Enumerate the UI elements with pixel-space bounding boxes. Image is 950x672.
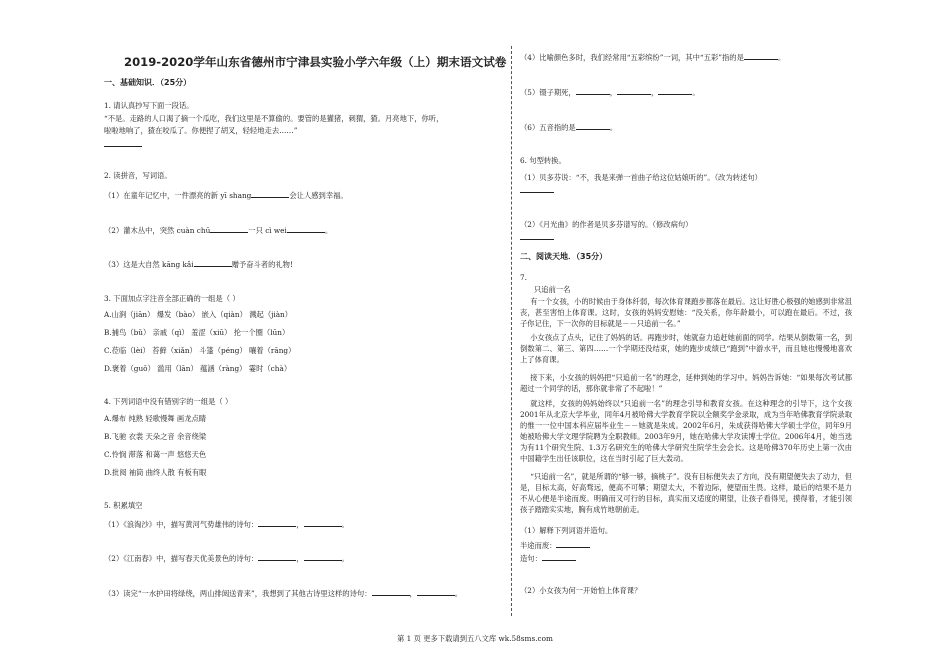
q5-item4: （4）比喻颜色多时，我们经常用“五彩缤纷”一词，其中“五彩”指的是 。 <box>520 53 786 62</box>
q5-item2-text: （2）《江南春》中，描写春天优美景色的诗句： <box>104 554 259 563</box>
q2-item3 <box>104 258 293 270</box>
column-divider <box>511 46 512 616</box>
q7-number: 7. <box>520 273 527 282</box>
q5-blank5[interactable] <box>372 587 410 596</box>
passage-paragraph-1: 有一个女孩，小的时候由于身体纤弱，每次体育课跑步都落在最后。这让好胜心极强的她感到非常沮丧，甚至害怕上体育课。这时，女孩的妈妈安慰她：“没关系，你年龄最小，可以跑在最后。不过，孩子你记住，下一次你的目标就是－－只追前一名。” <box>520 297 852 328</box>
q5-stem: 5. 积累填空 <box>104 501 143 510</box>
q5-blank8[interactable] <box>576 86 610 95</box>
q5-item6-text: （6）五音指的是 <box>520 123 576 132</box>
exam-title: 2019-2020学年山东省德州市宁津县实验小学六年级（上）期末语文试卷 <box>124 55 507 69</box>
passage-paragraph-2: 小女孩点了点头，记住了妈妈的话。再跑步时，她就奋力追赶她前面的同学。结果从倒数第一名，到倒数第二、第三、第四……一个学期还没结束，她的跑步成绩已“跑到”中游水平，而且她也慢慢地喜欢上了体育课。 <box>520 333 852 364</box>
q5-item6: （6）五音指的是 。 <box>520 123 618 132</box>
q5-item4-text: （4）比喻颜色多时，我们经常用“五彩缤纷”一词，其中“五彩”指的是 <box>520 53 744 62</box>
q5-item3-text: （3）读完“一水护田将绿绕，两山排闼送青来”，我想到了其他古诗里这样的诗句： <box>104 589 372 598</box>
passage-heading: 只追前一名 <box>534 285 571 294</box>
q2-item3-tail: 赠予奋斗者的礼物! <box>231 260 293 269</box>
q2-blank4[interactable] <box>194 258 232 267</box>
q7-meaning-blank[interactable] <box>556 539 590 548</box>
q2-item3-text: （3）这是大自然 kāng kǎi <box>104 260 194 269</box>
q7-sub1-meaning <box>520 539 590 551</box>
q4-option-d[interactable]: D.批阅 袖筒 曲终人散 有板有眼 <box>104 468 207 477</box>
q6-answer-line1[interactable] <box>520 192 554 193</box>
q2-stem: 2. 读拼音，写词语。 <box>104 171 172 180</box>
q5-blank10[interactable] <box>658 86 692 95</box>
q5-item2: （2）《江南春》中，描写春天优美景色的诗句： ， 。 <box>104 554 349 563</box>
section-basic-knowledge: 一、基础知识．（25分） <box>104 78 192 87</box>
q2-item2-mid: 一只 cì wei <box>248 226 287 235</box>
q2-blank3[interactable] <box>287 224 325 233</box>
q1-stem: 1. 请认真抄写下面一段话。 <box>104 101 194 110</box>
q5-blank9[interactable] <box>617 86 651 95</box>
q2-item2 <box>104 224 332 236</box>
q5-blank7[interactable] <box>744 51 778 60</box>
q5-blank11[interactable] <box>576 121 610 130</box>
q7-sub1-sentence-label: 造句： <box>520 554 542 563</box>
q5-blank4[interactable] <box>304 552 342 561</box>
q3-option-c[interactable]: C.莅临（lèi） 苔藓（xiǎn） 斗篷（péng） 嚷着（rāng） <box>104 346 296 355</box>
q4-option-c[interactable]: C.怜悯 滞落 和蔼一声 悠悠天色 <box>104 450 207 459</box>
q5-item3: （3）读完“一水护田将绿绕，两山排闼送青来”，我想到了其他古诗里这样的诗句： ， 。 <box>104 589 463 598</box>
q2-item1-tail: 会让人感到幸福。 <box>289 191 348 200</box>
q2-item2-tail: 。 <box>324 226 333 235</box>
q2-blank1[interactable] <box>251 189 289 198</box>
q2-item1 <box>104 189 348 201</box>
q5-item1-text: （1）《浪淘沙》中，描写黄河气势雄伟的诗句： <box>104 520 259 529</box>
q1-line2: 啦啦地响了，猹在咬瓜了。你便捏了胡叉，轻轻地走去……” <box>104 126 298 135</box>
q6-stem: 6. 句型转换。 <box>520 156 566 165</box>
q2-blank2[interactable] <box>210 224 248 233</box>
q2-item2-text: （2）灌木丛中，突然 cuàn chū <box>104 226 211 235</box>
q7-sub1-sentence <box>520 552 576 564</box>
q7-sub2: （2）小女孩为何一开始怕上体育课？ <box>520 586 642 595</box>
q7-sub1-meaning-label: 半途而废： <box>520 541 557 550</box>
q5-blank6[interactable] <box>417 587 455 596</box>
q5-blank3[interactable] <box>258 552 296 561</box>
q3-option-d[interactable]: D.褒着（guǒ） 滥用（lān） 蕴涵（ràng） 霎时（chà） <box>104 364 292 373</box>
passage-paragraph-3: 接下来，小女孩的妈妈把“只追前一名”的理念，延伸到她的学习中。妈妈告诉她：“如果每次考试都超过一个同学的话，那你就非常了不起啦！” <box>520 373 852 393</box>
q5-item1: （1）《浪淘沙》中，描写黄河气势雄伟的诗句： ， 。 <box>104 520 349 529</box>
q6-answer-line2[interactable] <box>520 239 554 240</box>
q1-answer-line[interactable] <box>104 146 142 147</box>
q4-option-b[interactable]: B.飞驰 衣裳 天朵之音 余音绕梁 <box>104 432 207 441</box>
q1-line1: “不是。走路的人口渴了摘一个瓜吃，我们这里是不算偷的。要管的是獾猪，刺猬，猹。月亮地下，你听， <box>104 114 444 123</box>
q5-item5-text: （5）镊子期死， <box>520 88 576 97</box>
page-footer: 第 1 页 更多下载请到五八文库 wk.58sms.com <box>397 634 553 643</box>
section-reading: 二、阅读天地．（35分） <box>520 252 608 261</box>
passage-paragraph-5: “只追前一名”，就是所谓的“够一够，摘桃子”。没有目标便失去了方向，没有期望便失去了动力，但是，目标太高，好高骛远，便高不可攀；期望太大，不着边际，便望而生畏。这样，最后的结果不是力不从心便是半途而废。明确而又可行的目标，真实而又适度的期望，让孩子看得见，摸得着，才能引领孩子踏踏实实地，胸有成竹地朝前走。 <box>520 472 852 514</box>
q6-item2: （2）《月光曲》的作者是贝多芬谱写的。（修改病句） <box>520 220 693 229</box>
q3-stem: 3. 下面加点字注音全部正确的一组是（ ） <box>104 294 240 303</box>
q5-blank2[interactable] <box>304 518 342 527</box>
q4-option-a[interactable]: A.爆布 纯熟 轻歌慢舞 画龙点睛 <box>104 414 207 423</box>
q5-blank1[interactable] <box>258 518 296 527</box>
q3-option-b[interactable]: B.捕鸟（bǔ） 亲戚（qì） 羞涩（xiū） 抡一个圈（lūn） <box>104 328 290 337</box>
passage-paragraph-4: 就这样，女孩的妈妈始终以“只追前一名”的理念引导和教育女孩。在这种理念的引导下，这个女孩2001年从北京大学毕业，同年4月被哈佛大学教育学院以全额奖学金录取，成为当年哈佛教育学院录取的惟一一位中国本科应届毕业生－－她就是朱成。2002年6月，朱成获得哈佛大学硕士学位，同年9月她被哈佛大学文理学院聘为全职教师。2003年9月，她在哈佛大学攻读博士学位。2006年4月，她当选为有11个研究生院、1.3万名研究生的哈佛大学研究生院学生会会长。这是哈佛370年历史上第一次由中国籍学生出任该职位，这在当时引起了巨大轰动。 <box>520 399 852 463</box>
q6-item1: （1）贝多芬说：“不，我是来弹一首曲子给这位姑娘听的”。（改为转述句） <box>520 173 762 182</box>
q7-sentence-blank[interactable] <box>542 552 576 561</box>
q5-item5: （5）镊子期死， ， ， 。 <box>520 88 700 97</box>
q2-item1-text: （1）在童年记忆中，一件漂亮的新 yī shang <box>104 191 252 200</box>
q7-sub1: （1）解释下列词语并造句。 <box>520 526 613 535</box>
q4-stem: 4. 下列词语中没有错别字的一组是（ ） <box>104 397 233 406</box>
q3-option-a[interactable]: A.山涧（jiān） 爆发（bào） 嵌入（qiàn） 溅起（jiàn） <box>104 310 293 319</box>
